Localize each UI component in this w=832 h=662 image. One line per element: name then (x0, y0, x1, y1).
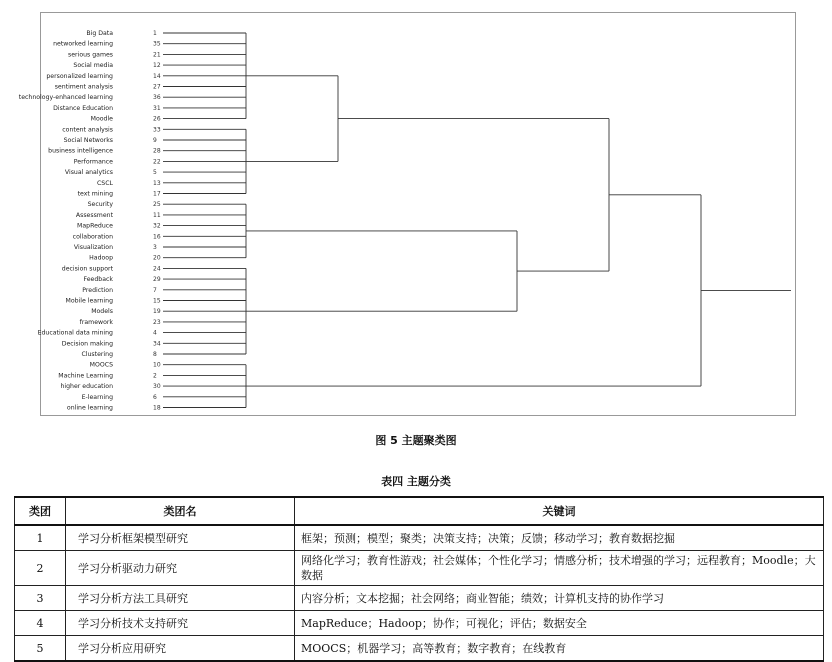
leaf-label: Performance (73, 158, 113, 166)
leaf-label: sentiment analysis (54, 83, 113, 91)
header-keywords: 关键词 (295, 497, 824, 525)
leaf-id: 4 (153, 329, 157, 337)
keywords-cell: 框架；预测；模型；聚类；决策支持；决策；反馈；移动学习；教育数据挖掘 (295, 525, 824, 551)
leaf-label: networked learning (53, 40, 113, 48)
leaf-label: collaboration (72, 233, 113, 241)
leaf-id: 11 (153, 211, 161, 219)
leaf-label: Social media (73, 62, 113, 70)
leaf-label: text mining (77, 190, 113, 198)
leaf-label: MOOCS (89, 361, 113, 369)
leaf-label: Machine Learning (58, 372, 113, 380)
leaf-id: 3 (153, 244, 157, 251)
leaf-id: 23 (153, 318, 161, 326)
leaf-label: Clustering (81, 351, 113, 358)
leaf-label: Decision making (61, 340, 113, 348)
leaf-label: content analysis (62, 126, 113, 134)
keywords-cell: 网络化学习；教育性游戏；社会媒体；个性化学习；情感分析；技术增强的学习；远程教育；Moodle；大数据 (295, 551, 824, 586)
keywords-cell: MapReduce；Hadoop；协作；可视化；评估；数据安全 (295, 611, 824, 636)
leaf-label: Feedback (83, 276, 113, 284)
table-row (15, 636, 824, 662)
leaf-label: Social Networks (63, 137, 113, 144)
leaf-id: 35 (153, 40, 161, 48)
cluster-id-cell: 3 (15, 586, 66, 611)
table-row (15, 551, 824, 586)
leaf-id: 30 (153, 383, 161, 391)
leaf-label: MapReduce (77, 222, 113, 230)
leaf-label: Moodle (90, 115, 113, 123)
leaf-id: 20 (153, 254, 161, 262)
leaf-label: Visual analytics (64, 169, 113, 177)
leaf-id: 27 (153, 83, 161, 91)
cluster-name-cell: 学习分析方法工具研究 (66, 586, 295, 611)
leaf-id: 9 (153, 137, 157, 144)
cluster-id-cell: 2 (15, 551, 66, 586)
leaf-id: 29 (153, 276, 161, 284)
table-row (15, 525, 824, 551)
dendrogram-svg (18, 13, 795, 415)
leaf-label: Educational data mining (37, 329, 113, 337)
leaf-id: 24 (153, 265, 161, 273)
leaf-label: Security (87, 201, 113, 209)
leaf-label: Prediction (82, 286, 113, 294)
leaf-id: 10 (153, 361, 161, 369)
leaf-label: personalized learning (46, 72, 113, 80)
keywords-cell: 内容分析；文本挖掘；社会网络；商业智能；绩效；计算机支持的协作学习 (295, 586, 824, 611)
leaf-id: 33 (153, 126, 161, 134)
cluster-name-cell: 学习分析框架模型研究 (66, 525, 295, 551)
leaf-id: 6 (153, 393, 157, 401)
leaf-id: 19 (153, 308, 161, 316)
table-row (15, 611, 824, 636)
leaf-label: E-learning (81, 393, 113, 401)
cluster-id-cell: 1 (15, 525, 66, 551)
table-header-row (15, 497, 824, 525)
topic-classification-table (14, 496, 824, 662)
leaf-label: higher education (60, 383, 113, 391)
leaf-id: 31 (153, 104, 161, 112)
keywords-cell: MOOCS；机器学习；高等教育；数字教育；在线教育 (295, 636, 824, 662)
leaf-label: Mobile learning (65, 297, 113, 305)
leaf-id: 32 (153, 222, 161, 230)
leaf-id: 2 (153, 372, 157, 380)
leaf-id: 7 (153, 286, 157, 294)
leaf-id: 8 (153, 351, 157, 358)
leaf-id: 1 (153, 30, 157, 37)
leaf-label: Visualization (73, 244, 113, 251)
table-row (15, 586, 824, 611)
leaf-id: 13 (153, 179, 161, 187)
leaf-id: 12 (153, 62, 161, 70)
cluster-id-cell: 5 (15, 636, 66, 662)
leaf-label: online learning (66, 404, 113, 412)
leaf-id: 28 (153, 147, 161, 155)
leaf-label: technology-enhanced learning (18, 94, 113, 102)
leaf-label: business intelligence (48, 147, 113, 155)
leaf-id: 5 (153, 169, 157, 177)
cluster-name-cell: 学习分析驱动力研究 (66, 551, 295, 586)
header-cluster-id: 类团 (15, 497, 66, 525)
leaf-id: 14 (153, 72, 161, 80)
leaf-label: Distance Education (53, 104, 113, 112)
leaf-id: 34 (153, 340, 161, 348)
leaf-id: 21 (153, 51, 161, 59)
leaf-label: Models (91, 308, 113, 316)
table-caption: 表四 主题分类 (381, 475, 451, 488)
leaf-label: serious games (68, 51, 113, 59)
leaf-label: Assessment (75, 211, 113, 219)
leaf-id: 36 (153, 94, 161, 102)
leaf-id: 15 (153, 297, 161, 305)
leaf-label: decision support (61, 265, 113, 273)
cluster-name-cell: 学习分析应用研究 (66, 636, 295, 662)
dendrogram-figure (18, 12, 796, 416)
figure-caption: 图 5 主题聚类图 (375, 434, 457, 447)
leaf-id: 16 (153, 233, 161, 241)
leaf-id: 25 (153, 201, 161, 209)
header-cluster-name: 类团名 (66, 497, 295, 525)
cluster-name-cell: 学习分析技术支持研究 (66, 611, 295, 636)
leaf-label: Big Data (86, 30, 113, 37)
leaf-label: CSCL (96, 179, 113, 187)
leaf-label: framework (79, 318, 113, 326)
leaf-id: 18 (153, 404, 161, 412)
leaf-label: Hadoop (89, 254, 113, 262)
leaf-id: 22 (153, 158, 161, 166)
cluster-id-cell: 4 (15, 611, 66, 636)
leaf-id: 17 (153, 190, 161, 198)
leaf-id: 26 (153, 115, 161, 123)
